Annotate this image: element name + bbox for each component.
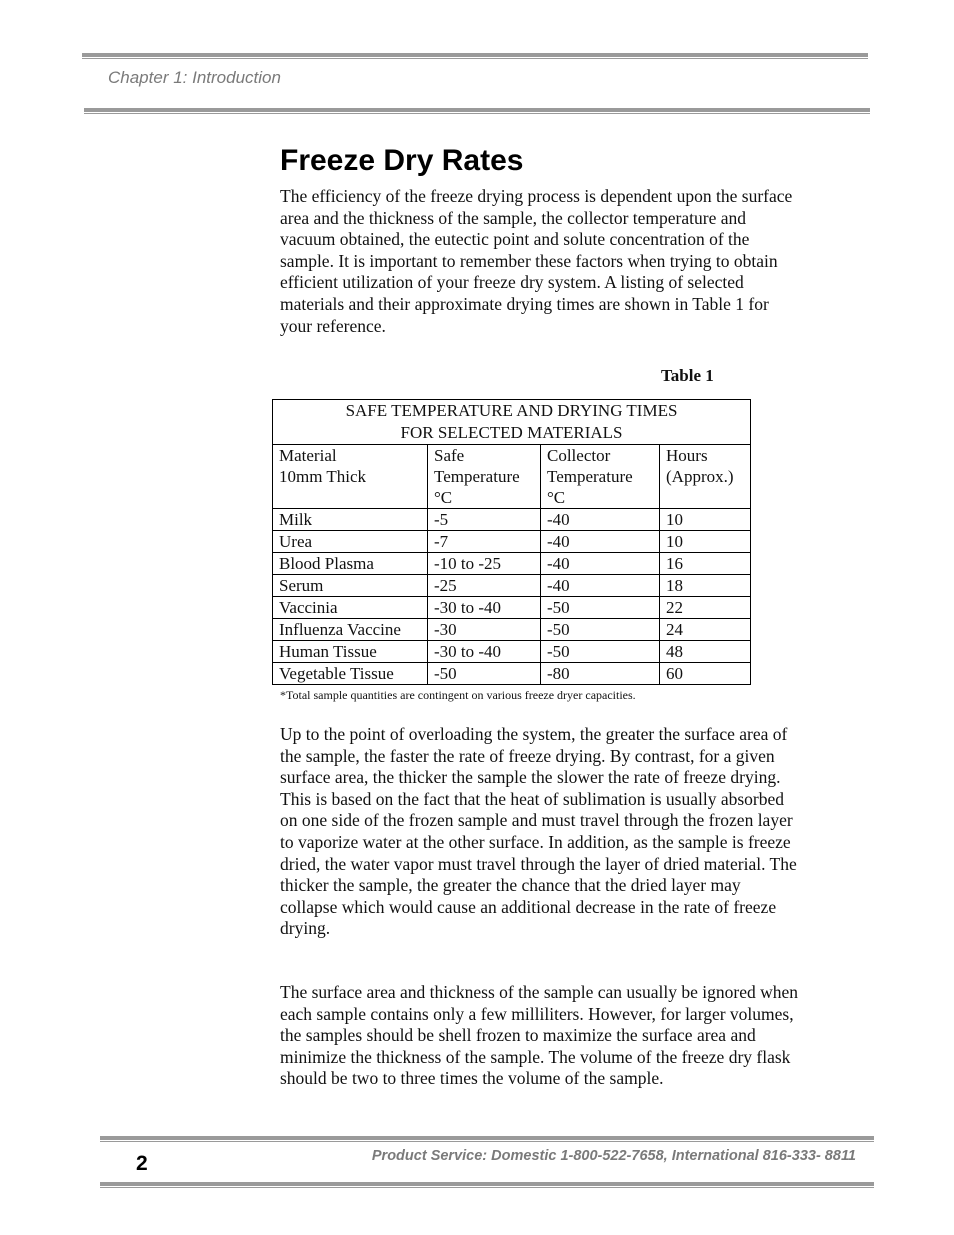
page-number: 2 [136,1152,148,1175]
table-cell: 16 [660,553,751,575]
table-cell: -5 [428,509,541,531]
column-header-hours: Hours (Approx.) [660,445,751,509]
table-cell: 18 [660,575,751,597]
column-header-material: Material 10mm Thick [273,445,428,509]
table-cell: 22 [660,597,751,619]
table-cell: 10 [660,509,751,531]
header-rule-top [82,53,868,59]
table-title-line-2: FOR SELECTED MATERIALS [400,423,623,442]
table-cell: -25 [428,575,541,597]
table-cell: -30 [428,619,541,641]
table-cell: Blood Plasma [273,553,428,575]
table-cell: Human Tissue [273,641,428,663]
table-body [273,509,751,685]
table-row [273,597,751,619]
table-cell: Serum [273,575,428,597]
table-cell: -40 [541,575,660,597]
product-service-contact: Product Service: Domestic 1-800-522-7658, International 816-333- 8811 [371,1148,856,1164]
table-caption: Table 1 [661,366,714,385]
table-cell: -7 [428,531,541,553]
table-cell: Vaccinia [273,597,428,619]
column-headers [273,445,751,509]
table-cell: -50 [541,597,660,619]
table-row [273,575,751,597]
table-cell: 10 [660,531,751,553]
table-cell: -80 [541,663,660,685]
table-cell: 60 [660,663,751,685]
table-cell: 24 [660,619,751,641]
table-cell: -50 [428,663,541,685]
page-title: Freeze Dry Rates [280,144,524,177]
table-cell: -30 to -40 [428,641,541,663]
table-cell: Milk [273,509,428,531]
table-row [273,531,751,553]
table-cell: Influenza Vaccine [273,619,428,641]
intro-paragraph: The efficiency of the freeze drying process is dependent upon the surface area and the thickness of the sample, the collector temperature and vacuum obtained, the eutectic point and solute concentration of the sample. It is important to remember these factors when trying to obtain efficient utilization of your freeze dry system. A listing of selected materials and their approximate drying times are shown in Table 1 for your reference. [280,186,793,336]
chapter-header: Chapter 1: Introduction [108,68,281,87]
table-cell: -40 [541,509,660,531]
body-paragraph-2: Up to the point of overloading the system, the greater the surface area of the sample, the faster the rate of freeze drying. By contrast, for a given surface area, the thicker the sample the slower the rate of freeze drying. This is based on the fact that the heat of sublimation is usually absorbed on one side of the frozen sample and must travel through the frozen layer to vaporize water at the other surface. In addition, as the sample is freeze dried, the water vapor must travel through the layer of dried material. The thicker the sample, the greater the chance that the dried layer may collapse which would cause an additional decrease in the rate of freeze drying. [280,724,797,939]
table-cell: -50 [541,619,660,641]
table-cell: -50 [541,641,660,663]
table-row [273,663,751,685]
table-cell: 48 [660,641,751,663]
header-rule-bottom [84,108,870,114]
drying-times-table [272,399,751,685]
table-cell: -40 [541,531,660,553]
table-title-line-1: SAFE TEMPERATURE AND DRYING TIMES [345,401,678,420]
column-header-collector-temperature: Collector Temperature °C [541,445,660,509]
table-footnote: *Total sample quantities are contingent on various freeze dryer capacities. [280,688,636,702]
table-row [273,619,751,641]
table-cell: -40 [541,553,660,575]
table-row [273,509,751,531]
main-content [280,142,800,337]
body-paragraph-3: The surface area and thickness of the sample can usually be ignored when each sample contains only a few milliliters. However, for larger volumes, the samples should be shell frozen to maximize the surface area and minimize the thickness of the sample. The volume of the freeze dry flask should be two to three times the volume of the sample. [280,982,798,1089]
table-row [273,641,751,663]
table-cell: -10 to -25 [428,553,541,575]
footer-rule-bottom [100,1182,874,1188]
table-title [273,400,751,445]
table-cell: Vegetable Tissue [273,663,428,685]
column-header-safe-temperature: Safe Temperature °C [428,445,541,509]
table-cell: Urea [273,531,428,553]
table-cell: -30 to -40 [428,597,541,619]
footer-rule-top [100,1136,874,1142]
table-row [273,553,751,575]
